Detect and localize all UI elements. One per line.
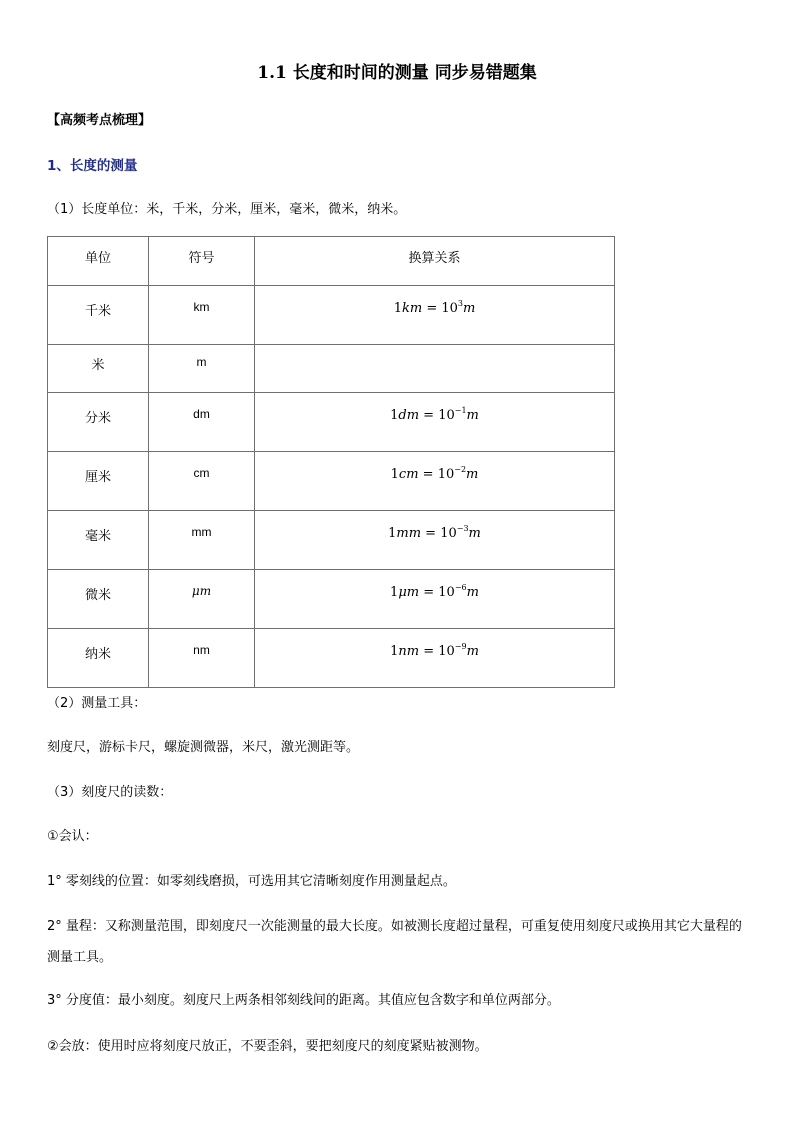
table-row — [48, 629, 615, 688]
conversion-formula — [255, 570, 614, 600]
formula-equals: = 10 — [418, 467, 455, 482]
formula-coefficient: 1 — [388, 526, 397, 541]
unit-name: 厘米 — [84, 470, 111, 485]
paragraph-reading: （3）刻度尺的读数： — [47, 785, 173, 800]
header-conversion: 换算关系 — [408, 251, 461, 266]
formula-base-unit: m — [466, 408, 479, 423]
conversion-formula — [255, 393, 614, 423]
heading-length-measurement: 1、长度的测量 — [47, 158, 138, 174]
table-row — [48, 393, 615, 452]
paragraph-know: ①会认： — [47, 829, 98, 844]
table-row — [48, 570, 615, 629]
formula-equals: = 10 — [421, 526, 457, 541]
unit-name: 毫米 — [84, 529, 111, 544]
formula-unit: mm — [396, 526, 422, 541]
formula-base-unit: m — [466, 467, 479, 482]
paragraph-placement: ②会放：使用时应将刻度尺放正，不要歪斜，要把刻度尺的刻度紧贴被测物。 — [47, 1039, 488, 1054]
page-title: 1.1 长度和时间的测量 同步易错题集 — [257, 63, 537, 83]
section-tag: 【高频考点梳理】 — [47, 113, 152, 128]
conversion-formula — [255, 511, 614, 541]
paragraph-division: 3° 分度值：最小刻度。刻度尺上两条相邻刻线间的距离。其值应包含数字和单位两部分。 — [47, 993, 560, 1008]
unit-symbol: m — [196, 355, 207, 369]
formula-exponent: −2 — [454, 465, 467, 474]
conversion-formula — [255, 452, 614, 482]
formula-coefficient: 1 — [390, 585, 399, 600]
formula-exponent: 3 — [457, 299, 463, 308]
conversion-formula — [255, 286, 614, 316]
header-unit: 单位 — [84, 251, 111, 266]
paragraph-length-units: （1）长度单位：米，千米，分米，厘米，毫米，微米，纳米。 — [47, 202, 407, 217]
header-symbol: 符号 — [188, 251, 215, 266]
formula-exponent: −3 — [456, 524, 469, 533]
unit-symbol: km — [193, 300, 210, 314]
formula-equals: = 10 — [419, 644, 455, 659]
formula-coefficient: 1 — [390, 644, 399, 659]
formula-equals: = 10 — [419, 585, 455, 600]
formula-equals: = 10 — [422, 301, 458, 316]
table-row — [48, 511, 615, 570]
table-header-row — [48, 237, 615, 286]
unit-symbol: mm — [191, 525, 212, 539]
formula-exponent: −1 — [454, 406, 467, 415]
paragraph-tools: 刻度尺，游标卡尺，螺旋测微器，米尺，激光测距等。 — [47, 740, 360, 755]
table-row — [48, 452, 615, 511]
formula-unit: μm — [398, 585, 420, 600]
unit-symbol: nm — [193, 643, 210, 657]
unit-name: 纳米 — [84, 647, 111, 662]
formula-unit: cm — [398, 467, 419, 482]
paragraph-range: 2° 量程：又称测量范围，即刻度尺一次能测量的最大长度。如被测长度超过量程，可重复使用刻度尺或换用其它大量程的测量工具。 — [47, 919, 742, 965]
paragraph-tools-title: （2）测量工具： — [47, 696, 147, 711]
formula-exponent: −6 — [454, 583, 467, 592]
paragraph-zero-mark: 1° 零刻线的位置：如零刻线磨损，可选用其它清晰刻度作用测量起点。 — [47, 874, 456, 889]
formula-unit: nm — [398, 644, 420, 659]
formula-base-unit: m — [466, 644, 479, 659]
unit-name: 微米 — [84, 588, 111, 603]
formula-base-unit: m — [466, 585, 479, 600]
formula-coefficient: 1 — [393, 301, 402, 316]
formula-equals: = 10 — [419, 408, 455, 423]
unit-conversion-table — [47, 236, 615, 688]
unit-symbol: dm — [193, 407, 210, 421]
table-row — [48, 345, 615, 393]
formula-exponent: −9 — [454, 642, 467, 651]
formula-unit: dm — [398, 408, 420, 423]
formula-coefficient: 1 — [390, 467, 399, 482]
formula-coefficient: 1 — [390, 408, 399, 423]
formula-base-unit: m — [462, 301, 476, 316]
formula-unit: km — [401, 301, 423, 316]
formula-base-unit: m — [468, 526, 481, 541]
conversion-formula — [255, 629, 614, 659]
unit-symbol: cm — [193, 466, 210, 480]
unit-symbol: μm — [191, 584, 212, 598]
unit-name: 千米 — [84, 304, 111, 319]
table-row — [48, 286, 615, 345]
conversion-formula — [255, 345, 614, 360]
unit-name: 米 — [91, 358, 105, 373]
unit-name: 分米 — [84, 411, 111, 426]
